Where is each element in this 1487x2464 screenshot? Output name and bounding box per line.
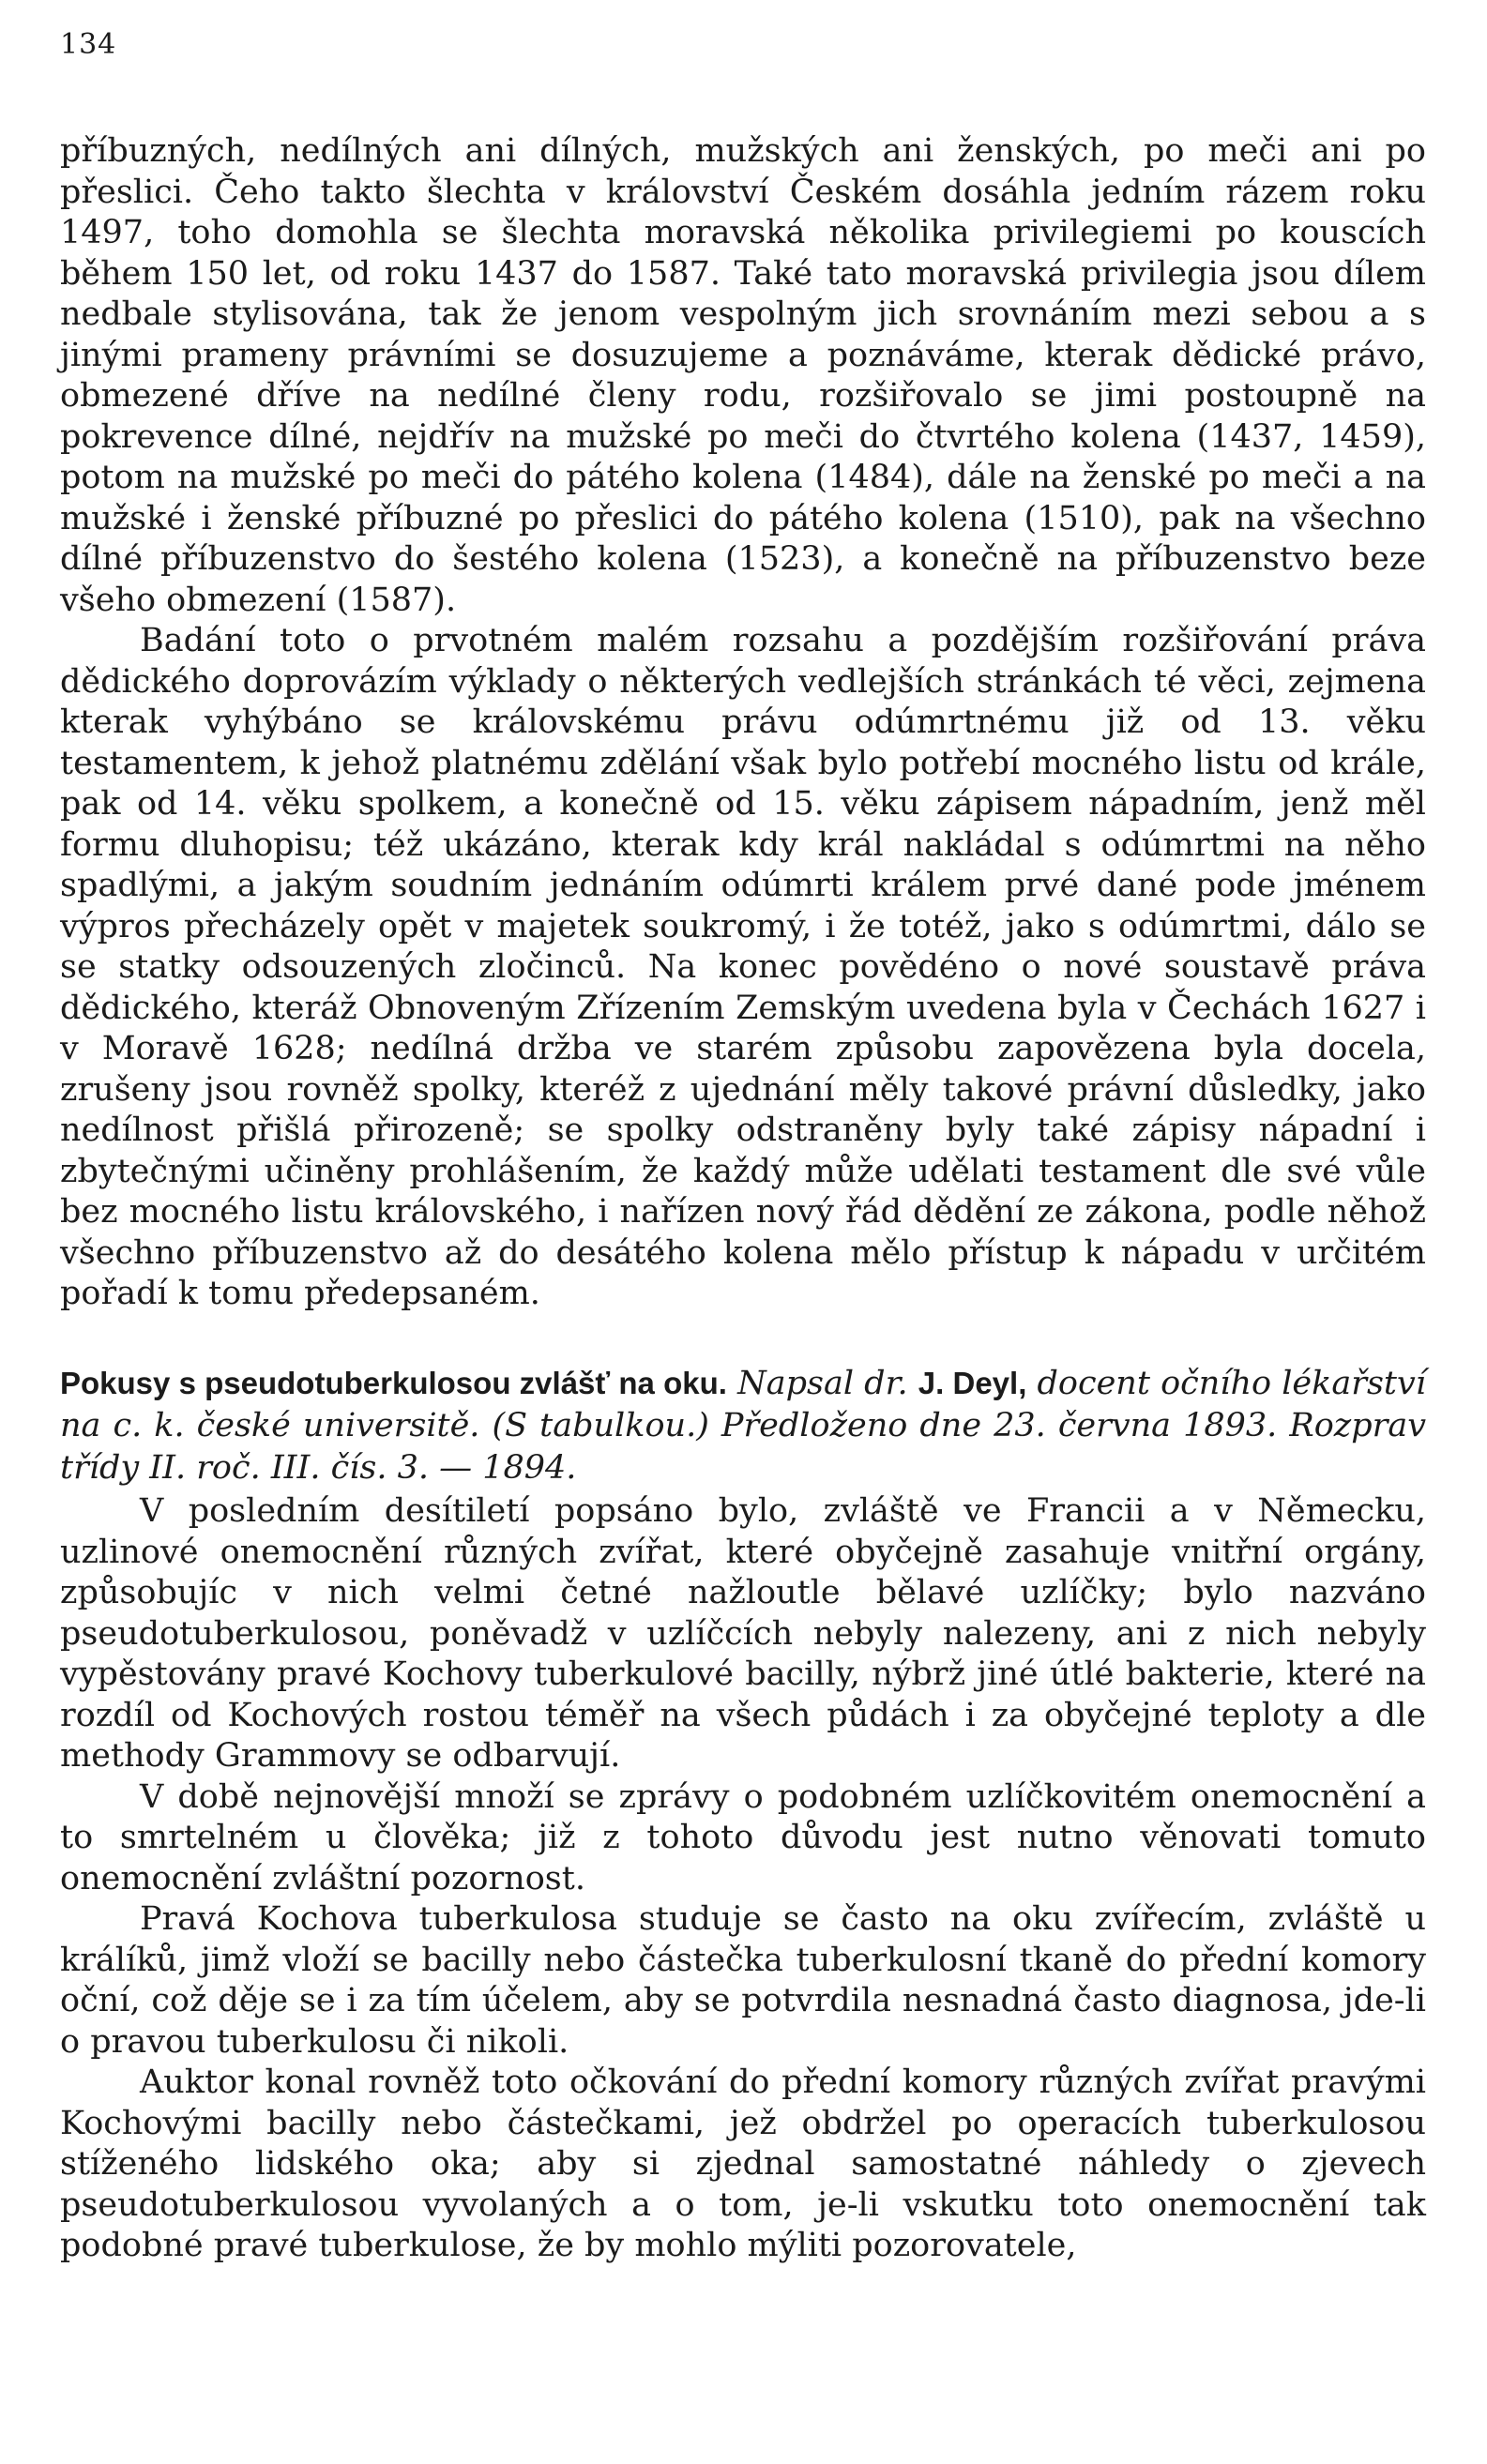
article-publication-info: docent očního lékařství na c. k. české universitě. (S tabulkou.) Předloženo dne 23. června 1893. Rozprav třídy II. roč. III. čís. 3. — 1894. xyxy=(60,1365,1426,1487)
author-name: J. Deyl, xyxy=(918,1366,1027,1400)
paragraph: Pravá Kochova tuberkulosa studuje se často na oku zvířecím, zvláště u králíků, jimž vloží se bacilly nebo částečka tuberkulosní tkaně do přední komory oční, což děje se i za tím účelem, aby se potvrdila nesnadná často diagnosa, jde-li o pravou tuberkulosu či nikoli. xyxy=(60,1900,1426,2061)
continued-text-section xyxy=(60,131,1426,1315)
paragraph: Auktor konal rovněž toto očkování do přední komory různých zvířat pravými Kochovými bacilly nebo částečkami, jež obdržel po operacích tuberkulosou stíženého lidského oka; aby si zjednal samostatné náhledy o zjevech pseudotuberkulosou vyvolaných a o tom, je-li vskutku toto onemocnění tak podobné pravé tuberkulose, že by mohlo mýliti pozorovatele, xyxy=(60,2063,1426,2264)
page-number: 134 xyxy=(60,28,117,61)
paragraph: V posledním desítiletí popsáno bylo, zvláště ve Francii a v Německu, uzlinové onemocnění různých zvířat, které obyčejně zasahuje vnitřní orgány, způsobujíc v nich velmi četné nažloutle bělavé uzlíčky; bylo nazváno pseudotuberkulosou, poněvadž v uzlíčcích nebyly nalezeny, ani z nich nebyly vypěstovány pravé Kochovy tuberkulové bacilly, nýbrž jiné útlé bakterie, které na rozdíl od Kochových rostou téměř na všech půdách i za obyčejné teploty a dle methody Grammovy se odbarvují. xyxy=(60,1492,1426,1775)
article-body xyxy=(60,1491,1426,2267)
paragraph: V době nejnovější množí se zprávy o podobném uzlíčkovitém onemocnění a to smrtelném u člověka; již z tohoto důvodu jest nutno věnovati tomuto onemocnění zvláštní pozornost. xyxy=(60,1777,1426,1897)
article-heading xyxy=(60,1362,1426,1489)
article-title: Pokusy s pseudotuberkulosou zvlášť na oku. xyxy=(60,1366,727,1400)
paragraph: Badání toto o prvotném malém rozsahu a pozdějším rozšiřování práva dědického doprovázím výklady o některých vedlejších stránkách té věci, zejmena kterak vyhýbáno se královskému právu odúmrtnému již od 13. věku testamentem, k jehož platnému zdělání však bylo potřebí mocného listu od krále, pak od 14. věku spolkem, a konečně od 15. věku zápisem nápadním, jenž měl formu dluhopisu; též ukázáno, kterak kdy král nakládal s odúmrtmi na něho spadlými, a jakým soudním jednáním odúmrti králem prvé dané pode jménem výpros přecházely opět v majetek soukromý, i že totéž, jako s odúmrtmi, dálo se se statky odsouzených zločinců. Na konec povědéno o nové soustavě práva dědického, kteráž Obnoveným Zřízením Zemským uvedena byla v Čechách 1627 i v Moravě 1628; nedílná držba ve starém způsobu zapovězena byla docela, zrušeny jsou rovněž spolky, kteréž z ujednání měly takové právní důsledky, jako nedílnost přišlá přirozeně; se spolky odstraněny byly také zápisy nápadní i zbytečnými učiněny prohlášením, že každý může udělati testament dle své vůle bez mocného listu královského, i nařízen nový řád dědění ze zákona, podle něhož všechno příbuzenstvo až do desátého kolena mělo přístup k nápadu v určitém pořadí k tomu předepsaném. xyxy=(60,622,1426,1312)
paragraph: příbuzných, nedílných ani dílných, mužských ani ženských, po meči ani po přeslici. Čeho takto šlechta v království Českém dosáhla jedním rázem roku 1497, toho domohla se šlechta moravská několika privilegiemi po kouscích během 150 let, od roku 1437 do 1587. Také tato moravská privilegia jsou dílem nedbale stylisována, tak že jenom vespolným jich srovnáním mezi sebou a s jinými prameny právními se dosuzujeme a poznáváme, kterak dědické právo, obmezené dříve na nedílné členy rodu, rozšiřovalo se jimi postoupně na pokrevence dílné, nejdřív na mužské po meči do čtvrtého kolena (1437, 1459), potom na mužské po meči do pátého kolena (1484), dále na ženské po meči a na mužské i ženské příbuzné po přeslici do pátého kolena (1510), pak na všechno dílné příbuzenstvo do šestého kolena (1523), a konečně na příbuzenstvo beze všeho obmezení (1587). xyxy=(60,132,1426,619)
author-prefix: Napsal dr. xyxy=(737,1365,908,1402)
